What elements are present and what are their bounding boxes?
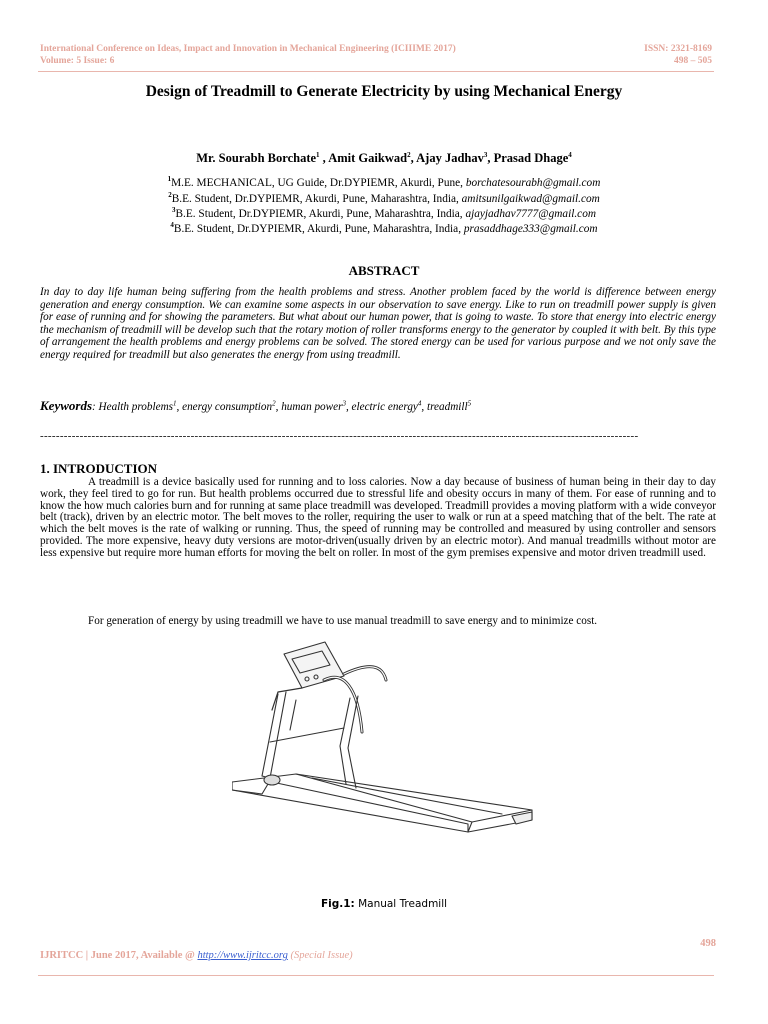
author-name: Amit Gaikwad — [328, 151, 408, 166]
header-pages: 498 – 505 — [674, 56, 712, 66]
intro-paragraph: For generation of energy by using treadmill we have to use manual treadmill to save energy and to minimize cost. — [88, 615, 598, 627]
affiliation-email: prasaddhage333@gmail.com — [463, 222, 598, 235]
affiliation-text: M.E. MECHANICAL, UG Guide, Dr.DYPIEMR, Akurdi, Pune, — [171, 176, 466, 189]
keyword: energy consumption — [182, 401, 273, 413]
keyword: Health problems — [98, 401, 174, 413]
affiliation-email: ajayjadhav7777@gmail.com — [465, 207, 596, 220]
affiliation-email: borchatesourabh@gmail.com — [465, 176, 601, 189]
author-sup: 3 — [483, 151, 488, 159]
journal-link[interactable]: http://www.ijritcc.org — [197, 950, 288, 961]
keyword: human power — [281, 401, 343, 413]
author-name: Mr. Sourabh Borchate — [196, 151, 317, 166]
header-rule — [38, 71, 714, 72]
intro-paragraph: A treadmill is a device basically used for running and to loss calories. Now a day because of business of human being in their day to day work, they feel tired to go for run. But health problems occurred due to stressful life and obesity occurs in many of them. For ease of running and to know the how much calories burn and for running at same place treadmill was developed. Treadmill provides a moving platform with a wide conveyor belt (track), driven by an electric motor. The belt moves to the roller, requiring the user to walk or run at a speed matching that of the belt. The rate at which the belt moves is the rate of walking or running. Thus, the speed of running may be controlled and measured by using controller and sensors provided. The more expensive, heavy duty versions are motor-driven(usually driven by an electric motor). And manual treadmills without motor are less expensive but require more human efforts for moving the belt on roller. In most of the gym premises expensive and motor driven treadmill used. — [40, 476, 716, 559]
treadmill-figure — [232, 632, 537, 862]
figure-caption-text: Manual Treadmill — [354, 898, 448, 910]
figure-caption — [0, 898, 768, 910]
affiliation-sup: 1 — [167, 175, 172, 183]
affiliation-text: B.E. Student, Dr.DYPIEMR, Akurdi, Pune, Maharashtra, India, — [171, 192, 462, 205]
keyword-sup: 4 — [417, 399, 422, 408]
affiliation-text: B.E. Student, Dr.DYPIEMR, Akurdi, Pune, Maharashtra, India, — [175, 207, 466, 220]
keyword-sup: 2 — [272, 399, 276, 408]
author-sup: 4 — [568, 151, 572, 159]
footer-journal: IJRITCC | June 2017, Available @ — [40, 950, 198, 961]
keywords-label: Keywords — [40, 398, 92, 413]
footer-special: (Special Issue) — [287, 950, 353, 961]
header-volume: Volume: 5 Issue: 6 — [40, 56, 115, 66]
affiliation-sup: 4 — [170, 221, 174, 229]
author-list — [0, 151, 768, 166]
affiliation-email: amitsunilgaikwad@gmail.com — [461, 192, 600, 205]
keyword: treadmill — [427, 401, 468, 413]
affiliation — [0, 191, 768, 205]
author-sup: 2 — [407, 151, 411, 159]
keyword-sup: 1 — [173, 399, 177, 408]
author-name: Ajay Jadhav — [416, 151, 484, 166]
abstract-text: In day to day life human being suffering from the health problems and stress. Another problem faced by the world is difference between energy generation and energy consumption. We can examine some aspects in our observation to save energy. Like to run on treadmill power supply is given for ease of running and for showing the parameters. But what about our human power, that is going to waste. To store that energy into electric energy the mechanism of treadmill will be develop such that the rotary motion of roller transforms energy to the generator by coupled it with belt. By this type of arrangement the health problems and energy problems can be solved. The stored energy can be used for various purpose and we not only save the energy required for treadmill but also generates the energy from using treadmill. — [40, 286, 716, 361]
keywords: Keywords: Health problems$^1$, energy consumption$^2$, human power$^3$, electric energy$^4$, treadmill$^5$ — [40, 398, 472, 413]
author-sup: 1 — [316, 151, 320, 159]
affiliation-sup: 2 — [168, 191, 172, 199]
header-issn: ISSN: 2321-8169 — [644, 44, 712, 54]
author-name: Prasad Dhage — [493, 151, 569, 166]
keyword: electric energy — [351, 401, 418, 413]
page-number: 498 — [700, 938, 716, 949]
footer — [40, 950, 353, 961]
paper-title: Design of Treadmill to Generate Electricity by using Mechanical Energy — [145, 83, 623, 100]
author-sep: , — [487, 151, 494, 166]
footer-rule — [38, 975, 714, 976]
affiliation — [0, 175, 768, 189]
affiliation — [0, 221, 768, 235]
author-sep: , — [410, 151, 417, 166]
author-sep: , — [319, 151, 329, 166]
keyword-sup: 5 — [467, 399, 472, 408]
affiliation — [0, 206, 768, 220]
affiliation-sup: 3 — [172, 206, 176, 214]
section-divider: ------------------------------------------------------------------------------------------------------------------------------------------------------- — [40, 430, 639, 442]
abstract-heading: ABSTRACT — [348, 263, 420, 278]
console-display — [284, 642, 344, 688]
front-roller — [264, 775, 280, 785]
section-heading: 1. INTRODUCTION — [40, 461, 158, 476]
header-conference: International Conference on Ideas, Impact and Innovation in Mechanical Engineering (ICIIIME 2017) — [40, 44, 456, 54]
keyword-sup: 3 — [342, 399, 346, 408]
figure-label: Fig.1: — [320, 898, 355, 910]
affiliation-text: B.E. Student, Dr.DYPIEMR, Akurdi, Pune, Maharashtra, India, — [173, 222, 464, 235]
